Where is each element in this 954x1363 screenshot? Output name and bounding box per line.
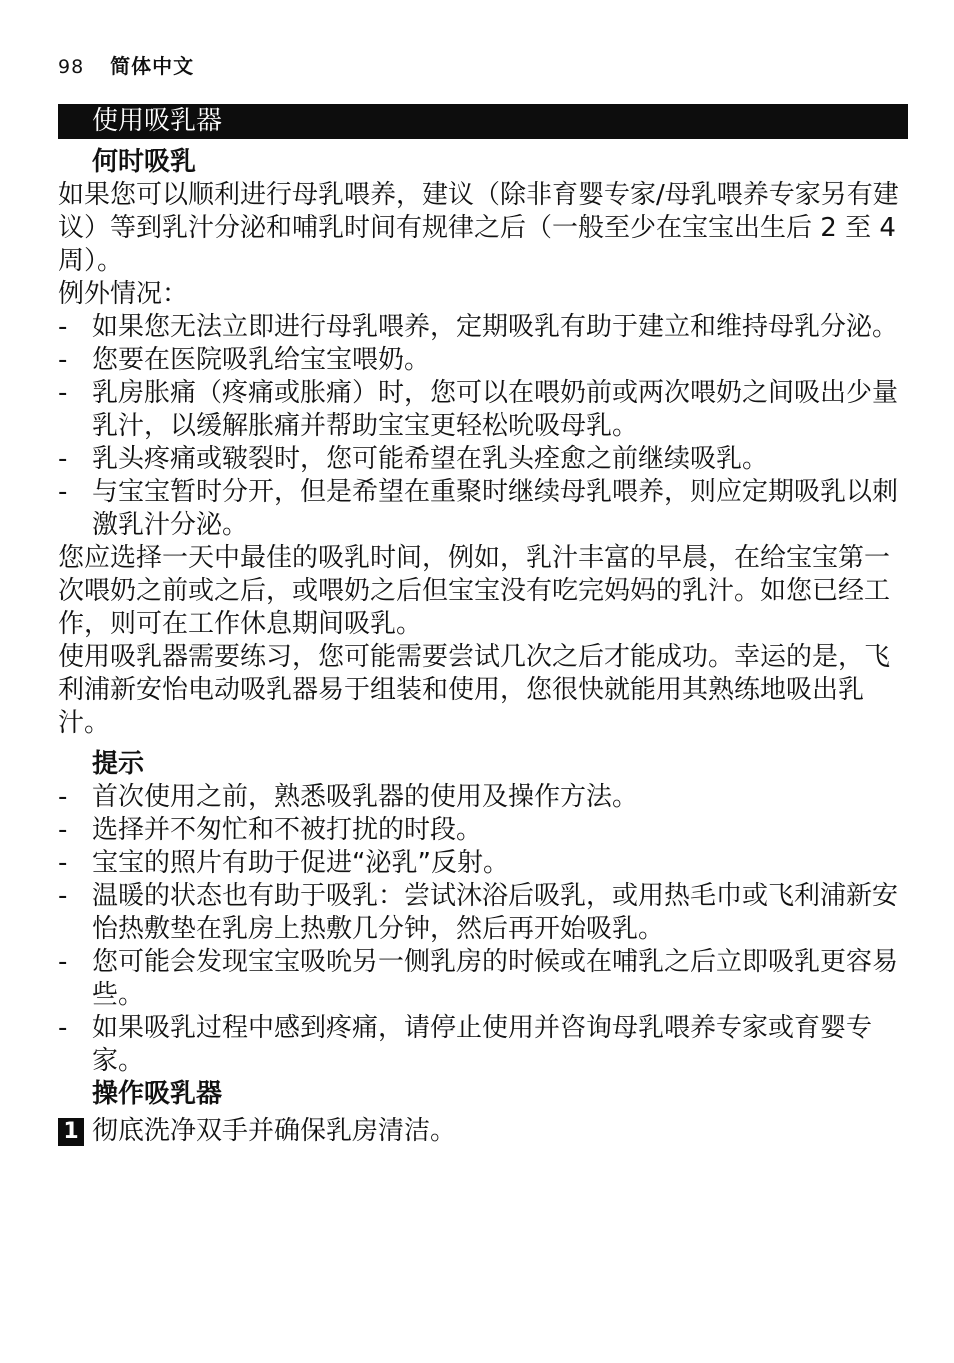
list-item-text: 宝宝的照片有助于促进“泌乳”反射。 [92,848,509,878]
list-dash: - [58,782,68,812]
exceptions-label: 例外情况： [58,279,189,309]
step-text: 彻底洗净双手并确保乳房清洁。 [92,1116,457,1146]
list-dash: - [58,1013,68,1043]
list-dash: - [58,848,68,878]
timing-paragraph: 您应选择一天中最佳的吸乳时间，例如，乳汁丰富的早晨，在给宝宝第一次喂奶之前或之后，或喂奶之后但宝宝没有吃完妈妈的乳汁。如您已经工作，则可在工作休息期间吸乳。 [58,543,891,639]
page-header [58,50,194,79]
tips-heading: 提示 [92,749,145,779]
list-item-text: 如果您无法立即进行母乳喂养，定期吸乳有助于建立和维持母乳分泌。 [92,312,899,342]
list-item-text: 选择并不匆忙和不被打扰的时段。 [92,815,483,845]
list-item-text: 乳房胀痛（疼痛或胀痛）时，您可以在喂奶前或两次喂奶之间吸出少量乳汁，以缓解胀痛并帮助宝宝更轻松吮吸母乳。 [92,378,899,441]
operate-heading: 操作吸乳器 [92,1079,223,1109]
list-item-text: 温暖的状态也有助于吸乳：尝试沐浴后吸乳，或用热毛巾或飞利浦新安怡热敷垫在乳房上热敷几分钟，然后再开始吸乳。 [92,881,899,944]
when-heading: 何时吸乳 [92,147,197,177]
list-item [58,847,908,880]
list-item [58,946,908,1012]
list-item [58,1012,908,1078]
practice-paragraph: 使用吸乳器需要练习，您可能需要尝试几次之后才能成功。幸运的是，飞利浦新安怡电动吸乳器易于组装和使用，您很快就能用其熟练地吸出乳汁。 [58,642,891,738]
list-dash: - [58,312,68,342]
list-item [58,814,908,847]
list-item [58,443,908,476]
list-dash: - [58,378,68,408]
list-item-text: 您可能会发现宝宝吸吮另一侧乳房的时候或在哺乳之后立即吸乳更容易些。 [92,947,899,1010]
list-dash: - [58,477,68,507]
list-item [58,880,908,946]
list-item [58,476,908,542]
list-item-text: 如果吸乳过程中感到疼痛，请停止使用并咨询母乳喂养专家或育婴专家。 [92,1013,873,1076]
when-intro: 如果您可以顺利进行母乳喂养，建议（除非育婴专家/母乳喂养专家另有建议）等到乳汁分泌和哺乳时间有规律之后（一般至少在宝宝出生后 2 至 4 周）。 [58,180,899,276]
list-item [58,377,908,443]
section-title-bar [58,104,908,139]
list-dash: - [58,444,68,474]
tips-list [58,781,908,1078]
section-title: 使用吸乳器 [92,106,223,136]
page-number: 98 [58,56,85,78]
language-label: 简体中文 [110,54,195,78]
step-item [58,1115,908,1148]
list-item-text: 乳头疼痛或皲裂时，您可能希望在乳头痊愈之前继续吸乳。 [92,444,769,474]
list-item-text: 与宝宝暂时分开，但是希望在重聚时继续母乳喂养，则应定期吸乳以刺激乳汁分泌。 [92,477,899,540]
list-dash: - [58,345,68,375]
list-item [58,344,908,377]
list-dash: - [58,881,68,911]
list-item-text: 首次使用之前，熟悉吸乳器的使用及操作方法。 [92,782,639,812]
list-dash: - [58,815,68,845]
list-item [58,311,908,344]
step-number: 1 [58,1118,84,1146]
exceptions-list [58,311,908,542]
list-item-text: 您要在医院吸乳给宝宝喂奶。 [92,345,431,375]
document-body [58,146,908,1148]
list-item [58,781,908,814]
list-dash: - [58,947,68,977]
